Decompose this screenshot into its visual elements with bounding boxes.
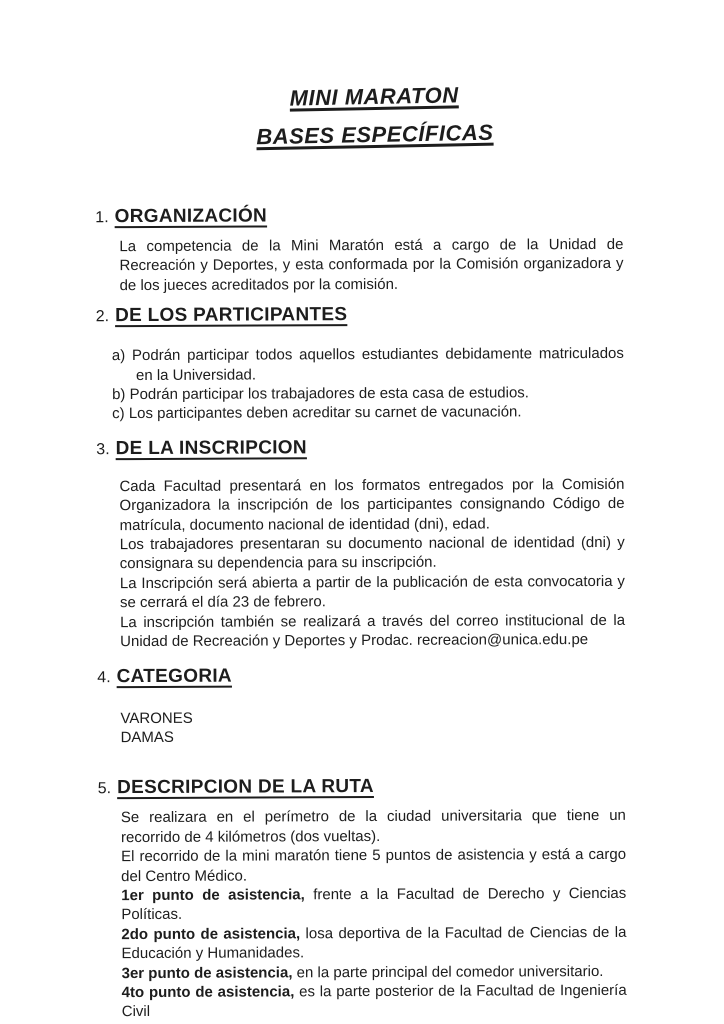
route-point-lead: 4to punto de asistencia,	[121, 983, 295, 1001]
section-number: 1.	[95, 208, 109, 226]
section-organizacion	[95, 202, 624, 295]
document-title-block	[119, 79, 625, 153]
route-point-text: losa deportiva de la Facultad de Ciencias de la Educación y Humanidades.	[121, 923, 627, 963]
section-heading-text: DE LA INSCRIPCION	[115, 436, 307, 459]
paragraph: La inscripción también se realizará a través del correo institucional de la Unidad de Recreación y Deportes y Prodac. recreacion@unica.edu.pe	[120, 611, 626, 650]
section-heading-text: DE LOS PARTICIPANTES	[115, 304, 348, 327]
section-heading	[95, 202, 623, 231]
paragraph: Los trabajadores presentaran su documento nacional de identidad (dni) y consignara su dependencia para su inscripción.	[119, 533, 625, 573]
list-item: a) Podrán participar todos aquellos estudiantes debidamente matriculados en la Universidad.	[111, 344, 624, 384]
section-participantes	[95, 301, 625, 424]
paragraph: La Inscripción será abierta a partir de la publicación de esta convocatoria y se cerrará el día 23 de febrero.	[119, 572, 625, 612]
section-heading	[98, 773, 626, 802]
section-heading	[96, 434, 624, 463]
route-point-lead: 3er punto de asistencia,	[121, 963, 293, 982]
section-number: 5.	[97, 780, 112, 798]
route-point-lead: 2do punto de asistencia,	[121, 924, 301, 943]
section-categoria	[97, 661, 625, 747]
section-inscripcion	[96, 434, 626, 652]
route-point-text: es la parte posterior de la Facultad de Ingeniería Civil	[121, 981, 627, 1021]
list-item: b) Podrán participar los trabajadores de esta casa de estudios.	[112, 384, 530, 403]
category-item: DAMAS	[120, 728, 174, 746]
category-item: VARONES	[120, 709, 193, 727]
section-heading-text: DESCRIPCION DE LA RUTA	[117, 776, 374, 799]
section-heading	[96, 301, 624, 330]
document-title: MINI MARATON	[289, 82, 459, 111]
document-body	[95, 82, 627, 1021]
section-body	[111, 344, 624, 424]
section-body	[120, 706, 625, 747]
paragraph: Cada Facultad presentará en los formatos entregados por la Comisión Organizadora la inscripción de los participantes consignando Código de matrícula, documento nacional de identidad (dni), edad.	[119, 475, 625, 534]
route-point	[121, 922, 626, 963]
route-point-text: en la parte principal del comedor universitario.	[292, 962, 604, 981]
section-number: 3.	[96, 440, 110, 458]
section-heading	[97, 661, 625, 690]
paragraph: Se realizara en el perímetro de la ciudad universitaria que tiene un recorrido de 4 kilómetros (dos vueltas).	[120, 806, 626, 846]
section-body	[119, 475, 625, 652]
list-item: c) Los participantes deben acreditar su carnet de vacunación.	[112, 403, 522, 423]
section-number: 4.	[97, 668, 111, 686]
sections-container	[95, 202, 627, 1022]
route-point-lead: 1er punto de asistencia,	[121, 886, 305, 904]
route-point	[121, 884, 626, 925]
route-point-text: frente a la Facultad de Derecho y Ciencias Políticas.	[121, 884, 627, 924]
document-subtitle: BASES ESPECÍFICAS	[256, 120, 494, 150]
paragraph: El recorrido de la mini maratón tiene 5 puntos de asistencia y está a cargo del Centro Médico.	[121, 845, 627, 885]
section-ruta	[97, 773, 627, 1022]
section-heading-text: ORGANIZACIÓN	[114, 205, 268, 227]
section-body	[121, 806, 627, 1022]
section-heading-text: CATEGORIA	[116, 664, 232, 687]
route-point	[122, 961, 627, 983]
section-number: 2.	[95, 308, 110, 326]
section-body	[118, 235, 623, 295]
paragraph: La competencia de la Mini Maratón está a cargo de la Unidad de Recreación y Deportes, y esta conformada por la Comisión organizadora y de los jueces acreditados por la comisión.	[119, 235, 624, 294]
route-point	[122, 981, 627, 1022]
